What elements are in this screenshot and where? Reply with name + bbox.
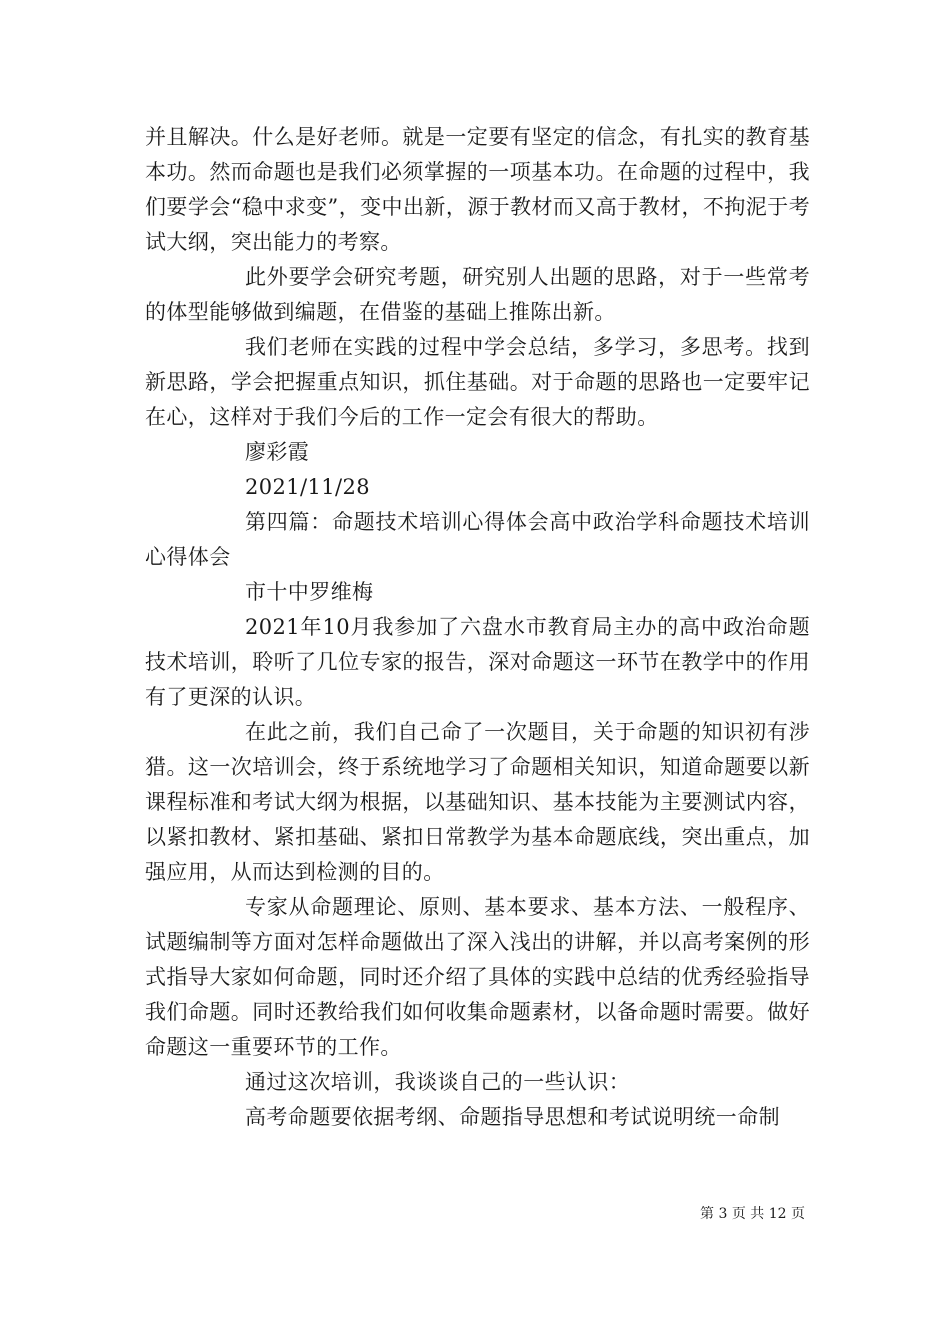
paragraph: 此外要学会研究考题，研究别人出题的思路，对于一些常考的体型能够做到编题，在借鉴的基础上推陈出新。 bbox=[145, 265, 810, 324]
signature-date: 2021/11/28 bbox=[245, 475, 371, 499]
author-signature: 廖彩霞 bbox=[245, 440, 310, 464]
document-body bbox=[145, 120, 810, 1135]
paragraph-continuation: 并且解决。什么是好老师。就是一定要有坚定的信念，有扎实的教育基本功。然而命题也是我们必须掌握的一项基本功。在命题的过程中，我们要学会“稳中求变”，变中出新，源于教材而又高于教材，不拘泥于考试大纲，突出能力的考察。 bbox=[145, 125, 810, 254]
paragraph: 在此之前，我们自己命了一次题目，关于命题的知识初有涉猎。这一次培训会，终于系统地学习了命题相关知识，知道命题要以新课程标准和考试大纲为根据，以基础知识、基本技能为主要测试内容，以紧扣教材、紧扣基础、紧扣日常教学为基本命题底线，突出重点，加强应用，从而达到检测的目的。 bbox=[145, 720, 810, 884]
page-number-footer: 第 3 页 共 12 页 bbox=[700, 1206, 805, 1222]
paragraph: 我们老师在实践的过程中学会总结，多学习，多思考。找到新思路，学会把握重点知识，抓住基础。对于命题的思路也一定要牢记在心，这样对于我们今后的工作一定会有很大的帮助。 bbox=[145, 335, 810, 429]
paragraph: 通过这次培训，我谈谈自己的一些认识： bbox=[245, 1070, 631, 1094]
paragraph: 2021年10月我参加了六盘水市教育局主办的高中政治命题技术培训，聆听了几位专家的报告，深对命题这一环节在教学中的作用有了更深的认识。 bbox=[145, 615, 810, 709]
paragraph: 高考命题要依据考纲、命题指导思想和考试说明统一命制 bbox=[245, 1105, 780, 1129]
paragraph: 专家从命题理论、原则、基本要求、基本方法、一般程序、试题编制等方面对怎样命题做出了深入浅出的讲解，并以高考案例的形式指导大家如何命题，同时还介绍了具体的实践中总结的优秀经验指导我们命题。同时还教给我们如何收集命题素材，以备命题时需要。做好命题这一重要环节的工作。 bbox=[145, 895, 810, 1059]
section-title: 第四篇：命题技术培训心得体会高中政治学科命题技术培训心得体会 bbox=[145, 510, 810, 569]
section-author: 市十中罗维梅 bbox=[245, 580, 374, 604]
